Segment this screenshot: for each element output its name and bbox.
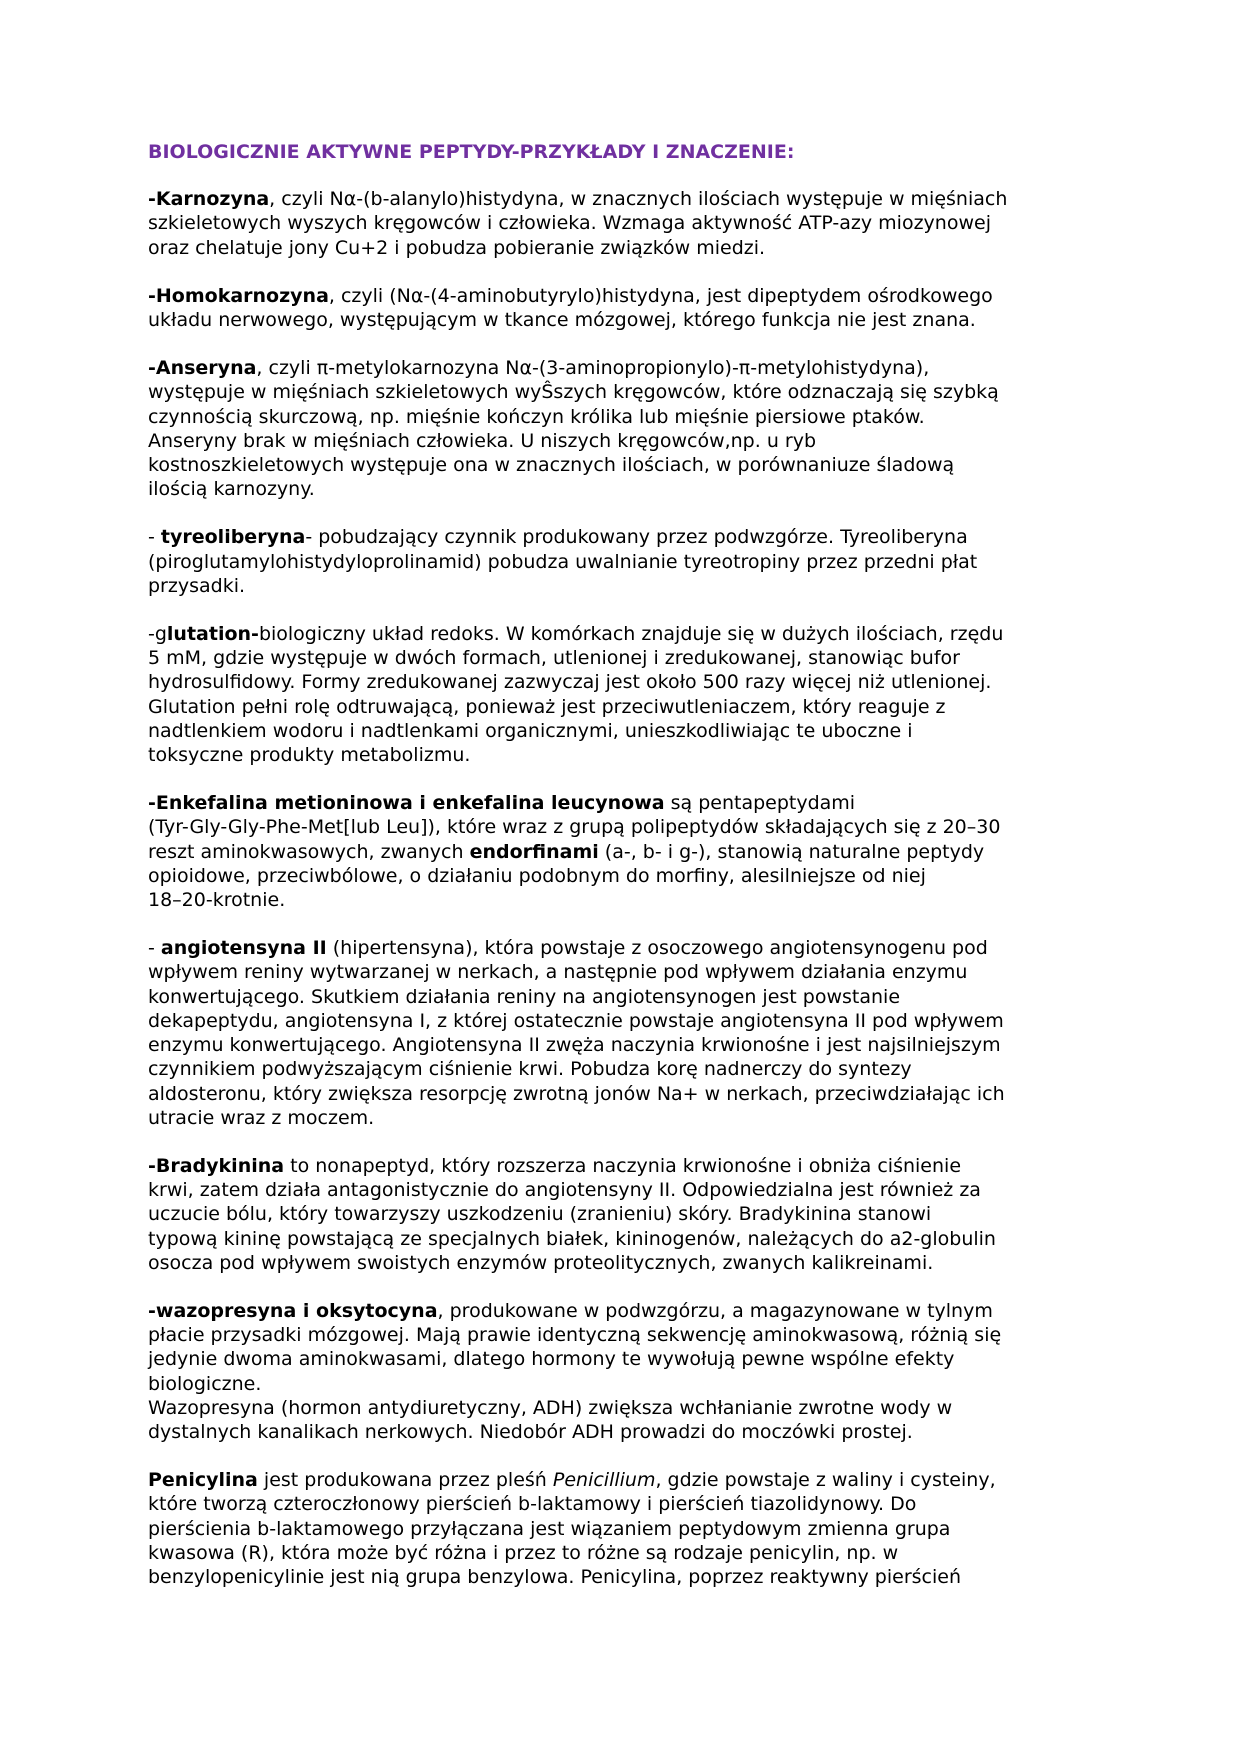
text-run: biologiczny układ redoks. W komórkach znajduje się w dużych ilościach, rzędu <box>258 623 1004 646</box>
bold-term: lutation- <box>166 623 259 646</box>
text-run: dekapeptydu, angiotensyna I, z której ostatecznie powstaje angiotensyna II pod wpływem <box>148 1009 1004 1032</box>
text-run: - <box>148 526 161 549</box>
text-run: , czyli (Nα-(4-aminobutyrylo)histydyna, jest dipeptydem ośrodkowego <box>328 284 993 307</box>
text-run: ilością karnozyny. <box>148 478 315 501</box>
text-run: 18–20-krotnie. <box>148 889 286 912</box>
document-body <box>148 187 1093 1589</box>
document-title: BIOLOGICZNIE AKTYWNE PEPTYDY-PRZYKŁADY I ZNACZENIE: <box>148 141 795 163</box>
text-run: 5 mM, gdzie występuje w dwóch formach, utlenionej i zredukowanej, stanowiąc bufor <box>148 647 960 670</box>
text-run: płacie przysadki mózgowej. Mają prawie identyczną sekwencję aminokwasową, różnią się <box>148 1324 1002 1347</box>
text-run: , gdzie powstaje z waliny i cysteiny, <box>655 1469 996 1492</box>
text-run: konwertującego. Skutkiem działania reniny na angiotensynogen jest powstanie <box>148 985 901 1008</box>
text-run: krwi, zatem działa antagonistycznie do angiotensyny II. Odpowiedzialna jest również za <box>148 1179 981 1202</box>
bold-term: tyreoliberyna <box>160 526 306 549</box>
text-run: jest produkowana przez pleśń <box>257 1469 553 1492</box>
text-run: (hipertensyna), która powstaje z osoczowego angiotensynogenu pod <box>326 937 988 960</box>
paragraph <box>148 622 1093 767</box>
text-run: toksyczne produkty metabolizmu. <box>148 744 471 767</box>
text-run: (a-, b- i g-), stanowią naturalne peptydy <box>598 840 985 863</box>
text-run: wpływem reniny wytwarzanej w nerkach, a następnie pod wpływem działania enzymu <box>148 961 968 984</box>
text-run: , czyli π-metylokarnozyna Nα-(3-aminopropionylo)-π-metylohistydyna), <box>256 357 930 380</box>
text-run: Glutation pełni rolę odtruwającą, ponieważ jest przeciwutleniaczem, który reaguje z <box>148 695 946 718</box>
bold-term: -Karnozyna <box>148 188 270 211</box>
bold-term: -wazopresyna i oksytocyna <box>148 1299 438 1322</box>
text-run: które tworzą czteroczłonowy pierścień b-laktamowy i pierścień tiazolidynowy. Do <box>148 1493 917 1516</box>
text-run: hydrosulfidowy. Formy zredukowanej zazwyczaj jest około 500 razy więcej niż utlenionej. <box>148 671 992 694</box>
text-run: utracie wraz z moczem. <box>148 1106 375 1129</box>
text-run: aldosteronu, który zwiększa resorpcję zwrotną jonów Na+ w nerkach, przeciwdziałając ich <box>148 1082 1005 1105</box>
text-run: -g <box>148 623 167 646</box>
bold-term: endorfinami <box>469 840 599 863</box>
text-run: oraz chelatuje jony Cu+2 i pobudza pobieranie związków miedzi. <box>148 236 766 259</box>
text-run: benzylopenicylinie jest nią grupa benzylowa. Penicylina, poprzez reaktywny pierścień <box>148 1565 961 1588</box>
paragraph <box>148 187 1093 260</box>
text-run: - pobudzający czynnik produkowany przez podwzgórze. Tyreoliberyna <box>305 526 968 549</box>
text-run: występuje w mięśniach szkieletowych wyŜszych kręgowców, które odznaczają się szybką <box>148 381 999 404</box>
bold-term: -Anseryna <box>148 357 257 380</box>
text-run: układu nerwowego, występującym w tkance mózgowej, którego funkcja nie jest znana. <box>148 309 976 332</box>
text-run: enzymu konwertującego. Angiotensyna II zwęża naczynia krwionośne i jest najsilniejszym <box>148 1034 1001 1057</box>
paragraph <box>148 284 1093 332</box>
text-run: są pentapeptydami <box>664 792 856 815</box>
text-run: - <box>148 937 161 960</box>
bold-term: angiotensyna II <box>160 937 327 960</box>
italic-term: Penicillium <box>552 1469 656 1492</box>
bold-term: -Homokarnozyna <box>148 284 329 307</box>
text-run: (piroglutamylohistydyloprolinamid) pobudza uwalnianie tyreotropiny przez przedni płat <box>148 550 978 573</box>
text-run: kwasowa (R), która może być różna i przez to różne są rodzaje penicylin, np. w <box>148 1541 899 1564</box>
text-run: przysadki. <box>148 574 246 597</box>
bold-term: -Bradykinina <box>148 1154 285 1177</box>
document-page <box>148 140 1093 1613</box>
text-run: Wazopresyna (hormon antydiuretyczny, ADH) zwiększa wchłanianie zwrotne wody w <box>148 1396 953 1419</box>
text-run: jedynie dwoma aminokwasami, dlatego hormony te wywołują pewne wspólne efekty <box>148 1348 955 1371</box>
paragraph <box>148 791 1093 912</box>
paragraph <box>148 356 1093 501</box>
paragraph <box>148 936 1093 1130</box>
paragraph <box>148 1299 1093 1444</box>
text-run: reszt aminokwasowych, zwanych <box>148 840 470 863</box>
text-run: osocza pod wpływem swoistych enzymów proteolitycznych, zwanych kalikreinami. <box>148 1251 934 1274</box>
paragraph <box>148 1468 1093 1589</box>
text-run: (Tyr-Gly-Gly-Phe-Met[lub Leu]), które wraz z grupą polipeptydów składających się z 20–30 <box>148 816 1001 839</box>
text-run: czynnikiem podwyższającym ciśnienie krwi. Pobudza korę nadnerczy do syntezy <box>148 1058 912 1081</box>
text-run: opioidowe, przeciwbólowe, o działaniu podobnym do morfiny, alesilniejsze od niej <box>148 864 926 887</box>
text-run: czynnością skurczową, np. mięśnie kończyn królika lub mięśnie piersiowe ptaków. <box>148 405 925 428</box>
paragraph <box>148 525 1093 598</box>
text-run: to nonapeptyd, który rozszerza naczynia krwionośne i obniża ciśnienie <box>284 1154 962 1177</box>
text-run: Anseryny brak w mięśniach człowieka. U niszych kręgowców,np. u ryb <box>148 429 817 452</box>
bold-term: -Enkefalina metioninowa i enkefalina leucynowa <box>148 792 665 815</box>
text-run: typową kininę powstającą ze specjalnych białek, kininogenów, należących do a2-globulin <box>148 1227 996 1250</box>
text-run: nadtlenkiem wodoru i nadtlenkami organicznymi, unieszkodliwiając te uboczne i <box>148 719 913 742</box>
text-run: pierścienia b-laktamowego przyłączana jest wiązaniem peptydowym zmienna grupa <box>148 1517 951 1540</box>
text-run: dystalnych kanalikach nerkowych. Niedobór ADH prowadzi do moczówki prostej. <box>148 1420 913 1443</box>
bold-term: Penicylina <box>148 1469 258 1492</box>
text-run: biologiczne. <box>148 1372 262 1395</box>
text-run: uczucie bólu, który towarzyszy uszkodzeniu (zranieniu) skóry. Bradykinina stanowi <box>148 1203 932 1226</box>
text-run: szkieletowych wyszych kręgowców i człowieka. Wzmaga aktywność ATP-azy miozynowej <box>148 212 991 235</box>
text-run: kostnoszkieletowych występuje ona w znacznych ilościach, w porównaniuze śladową <box>148 454 955 477</box>
text-run: , produkowane w podwzgórzu, a magazynowane w tylnym <box>437 1299 993 1322</box>
text-run: , czyli Nα-(b-alanylo)histydyna, w znacznych ilościach występuje w mięśniach <box>269 188 1008 211</box>
paragraph <box>148 1154 1093 1275</box>
